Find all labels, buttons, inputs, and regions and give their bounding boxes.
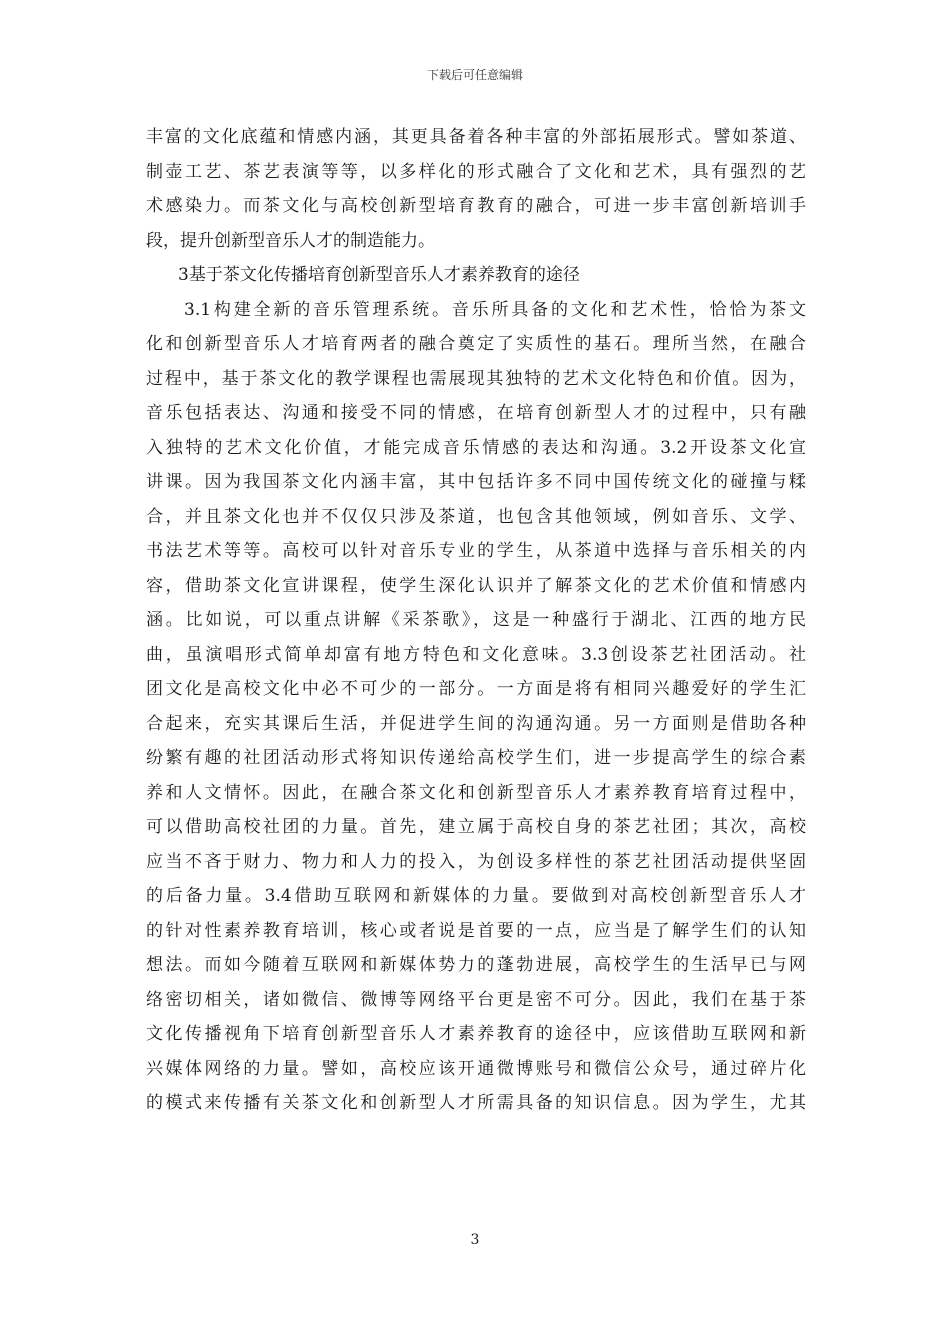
- text-line: 的后备力量。3.4借助互联网和新媒体的力量。要做到对高校创新型音乐人才: [146, 886, 806, 906]
- text-line: 3.1构建全新的音乐管理系统。音乐所具备的文化和艺术性，恰恰为茶文: [184, 299, 806, 320]
- text-line: 应当不吝于财力、物力和人力的投入，为创设多样性的茶艺社团活动提供坚固: [146, 851, 806, 872]
- text-line: 入独特的艺术文化价值，才能完成音乐情感的表达和沟通。3.2开设茶文化宣: [146, 437, 806, 458]
- text-line: 过程中，基于茶文化的教学课程也需展现其独特的艺术文化特色和价值。因为，: [146, 368, 806, 389]
- text-line: 容，借助茶文化宣讲课程，使学生深化认识并了解茶文化的艺术价值和情感内: [146, 575, 806, 596]
- text-line: 兴媒体网络的力量。譬如，高校应该开通微博账号和微信公众号，通过碎片化: [146, 1058, 806, 1079]
- text-line: 涵。比如说，可以重点讲解《采茶歌》，这是一种盛行于湖北、江西的地方民: [146, 610, 806, 630]
- page-number: 3: [470, 1232, 480, 1248]
- text-line: 文化传播视角下培育创新型音乐人才素养教育的途径中，应该借助互联网和新: [146, 1024, 806, 1044]
- text-line: 络密切相关，诸如微信、微博等网络平台更是密不可分。因此，我们在基于茶: [146, 989, 806, 1010]
- text-line: 可以借助高校社团的力量。首先，建立属于高校自身的茶艺社团；其次，高校: [146, 817, 806, 837]
- page-header: 下载后可任意编辑: [426, 68, 523, 82]
- body-text: [146, 120, 806, 1121]
- text-line: 合起来，充实其课后生活，并促进学生间的沟通沟通。另一方面则是借助各种: [146, 713, 806, 734]
- text-line: 制壶工艺、茶艺表演等等，以多样化的形式融合了文化和艺术，具有强烈的艺: [146, 161, 806, 182]
- text-line: 曲，虽演唱形式简单却富有地方特色和文化意味。3.3创设茶艺社团活动。社: [146, 644, 806, 665]
- text-line: 纷繁有趣的社团活动形式将知识传递给高校学生们，进一步提高学生的综合素: [146, 748, 806, 768]
- text-line: 丰富的文化底蕴和情感内涵，其更具备着各种丰富的外部拓展形式。譬如茶道、: [146, 127, 806, 147]
- text-line: 段，提升创新型音乐人才的制造能力。: [146, 230, 435, 251]
- text-line: 讲课。因为我国茶文化内涵丰富，其中包括许多不同中国传统文化的碰撞与糅: [146, 472, 806, 492]
- section-heading: 3基于茶文化传播培育创新型音乐人才素养教育的途径: [178, 265, 580, 285]
- text-line: 团文化是高校文化中必不可少的一部分。一方面是将有相同兴趣爱好的学生汇: [146, 679, 806, 699]
- text-line: 想法。而如今随着互联网和新媒体势力的蓬勃进展，高校学生的生活早已与网: [146, 955, 806, 975]
- text-line: 的模式来传播有关茶文化和创新型人才所需具备的知识信息。因为学生，尤其: [146, 1093, 806, 1113]
- text-line: 合，并且茶文化也并不仅仅只涉及茶道，也包含其他领域，例如音乐、文学、: [146, 506, 806, 527]
- text-line: 养和人文情怀。因此，在融合茶文化和创新型音乐人才素养教育培育过程中，: [146, 782, 806, 803]
- text-line: 的针对性素养教育培训，核心或者说是首要的一点，应当是了解学生们的认知: [146, 920, 806, 941]
- text-line: 化和创新型音乐人才培育两者的融合奠定了实质性的基石。理所当然，在融合: [146, 334, 806, 354]
- text-line: 术感染力。而茶文化与高校创新型培育教育的融合，可进一步丰富创新培训手: [146, 196, 806, 216]
- text-line: 书法艺术等等。高校可以针对音乐专业的学生，从茶道中选择与音乐相关的内: [146, 541, 806, 561]
- text-line: 音乐包括表达、沟通和接受不同的情感，在培育创新型人才的过程中，只有融: [146, 403, 806, 423]
